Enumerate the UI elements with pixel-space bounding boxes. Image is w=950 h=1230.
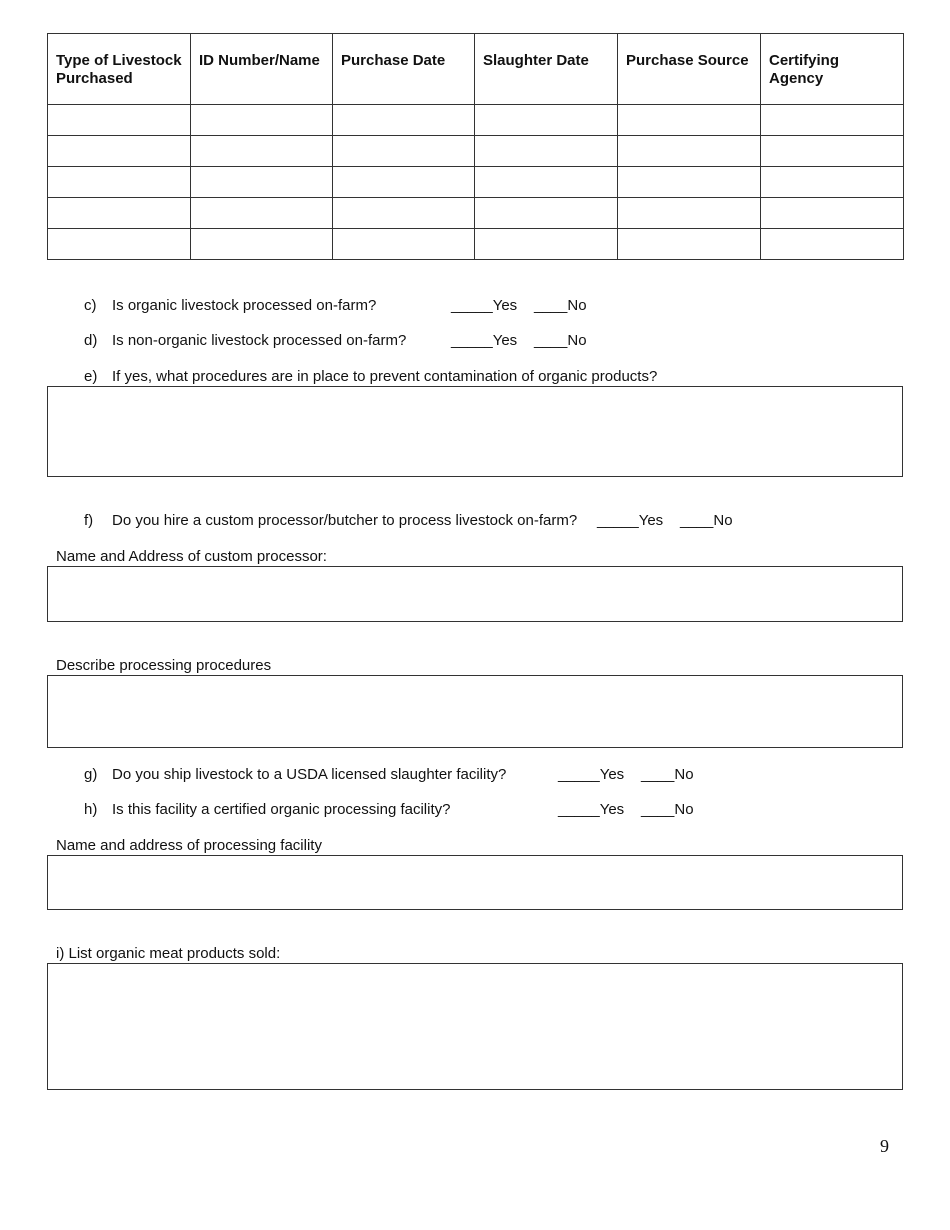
header-purchase-source: Purchase Source: [618, 34, 761, 105]
header-livestock-type: Type of Livestock Purchased: [48, 34, 191, 105]
question-c: [84, 297, 376, 315]
question-letter: f): [84, 512, 94, 529]
table-row: [48, 229, 904, 260]
table-cell[interactable]: [48, 167, 191, 198]
table-header-row: [48, 34, 904, 105]
question-c-no[interactable]: ____No: [534, 297, 587, 314]
table-cell[interactable]: [333, 105, 475, 136]
question-text: If yes, what procedures are in place to prevent contamination of organic products?: [112, 368, 658, 385]
table-cell[interactable]: [191, 167, 333, 198]
question-c-yes[interactable]: _____Yes: [451, 297, 518, 314]
question-g-no[interactable]: ____No: [641, 766, 694, 783]
question-h-yes[interactable]: _____Yes: [558, 801, 625, 818]
question-text: Do you hire a custom processor/butcher to process livestock on-farm?: [112, 512, 578, 529]
table-cell[interactable]: [333, 167, 475, 198]
table-cell[interactable]: [618, 198, 761, 229]
question-d-yes[interactable]: _____Yes: [451, 332, 518, 349]
table-cell[interactable]: [761, 167, 904, 198]
table-cell[interactable]: [48, 105, 191, 136]
table-cell[interactable]: [333, 198, 475, 229]
header-id-number: ID Number/Name: [191, 34, 333, 105]
table-cell[interactable]: [761, 105, 904, 136]
meat-products-box[interactable]: [47, 963, 903, 1090]
table-cell[interactable]: [475, 229, 618, 260]
table-cell[interactable]: [618, 105, 761, 136]
processing-facility-label: Name and address of processing facility: [56, 837, 322, 854]
table-cell[interactable]: [48, 229, 191, 260]
table-cell[interactable]: [761, 136, 904, 167]
table-cell[interactable]: [48, 198, 191, 229]
table-cell[interactable]: [475, 167, 618, 198]
question-f: [84, 512, 577, 530]
page-number: 9: [880, 1136, 889, 1156]
processing-facility-box[interactable]: [47, 855, 903, 910]
header-purchase-date: Purchase Date: [333, 34, 475, 105]
table-cell[interactable]: [191, 229, 333, 260]
table-row: [48, 105, 904, 136]
table-cell[interactable]: [191, 136, 333, 167]
table-cell[interactable]: [618, 136, 761, 167]
table-cell[interactable]: [618, 229, 761, 260]
table-cell[interactable]: [48, 136, 191, 167]
question-d: [84, 332, 406, 350]
question-f-no[interactable]: ____No: [680, 512, 733, 529]
table-cell[interactable]: [761, 198, 904, 229]
question-f-yes[interactable]: _____Yes: [597, 512, 664, 529]
question-text: Do you ship livestock to a USDA licensed slaughter facility?: [112, 766, 507, 783]
table-row: [48, 136, 904, 167]
table-cell[interactable]: [475, 105, 618, 136]
table-cell[interactable]: [191, 105, 333, 136]
question-text: Is this facility a certified organic processing facility?: [112, 801, 451, 818]
header-slaughter-date: Slaughter Date: [475, 34, 618, 105]
meat-products-label: i) List organic meat products sold:: [56, 945, 281, 962]
question-g-yes[interactable]: _____Yes: [558, 766, 625, 783]
header-certifying-agency: Certifying Agency: [761, 34, 904, 105]
question-letter: c): [84, 297, 97, 314]
custom-processor-box[interactable]: [47, 566, 903, 622]
table-cell[interactable]: [618, 167, 761, 198]
processing-procedures-box[interactable]: [47, 675, 903, 748]
table-cell[interactable]: [191, 198, 333, 229]
table-cell[interactable]: [761, 229, 904, 260]
question-h-no[interactable]: ____No: [641, 801, 694, 818]
question-d-no[interactable]: ____No: [534, 332, 587, 349]
custom-processor-label: Name and Address of custom processor:: [56, 548, 327, 565]
table-cell[interactable]: [333, 136, 475, 167]
table-cell[interactable]: [475, 136, 618, 167]
livestock-purchase-table: [47, 33, 904, 260]
question-e: [84, 368, 657, 386]
question-letter: h): [84, 801, 98, 818]
question-letter: g): [84, 766, 98, 783]
table-row: [48, 198, 904, 229]
question-letter: e): [84, 368, 98, 385]
table-cell[interactable]: [333, 229, 475, 260]
contamination-procedures-box[interactable]: [47, 386, 903, 477]
table-cell[interactable]: [475, 198, 618, 229]
question-text: Is non-organic livestock processed on-farm?: [112, 332, 407, 349]
processing-procedures-label: Describe processing procedures: [56, 657, 272, 674]
question-g: [84, 766, 506, 784]
question-letter: d): [84, 332, 98, 349]
table-row: [48, 167, 904, 198]
question-text: Is organic livestock processed on-farm?: [112, 297, 377, 314]
question-h: [84, 801, 450, 819]
